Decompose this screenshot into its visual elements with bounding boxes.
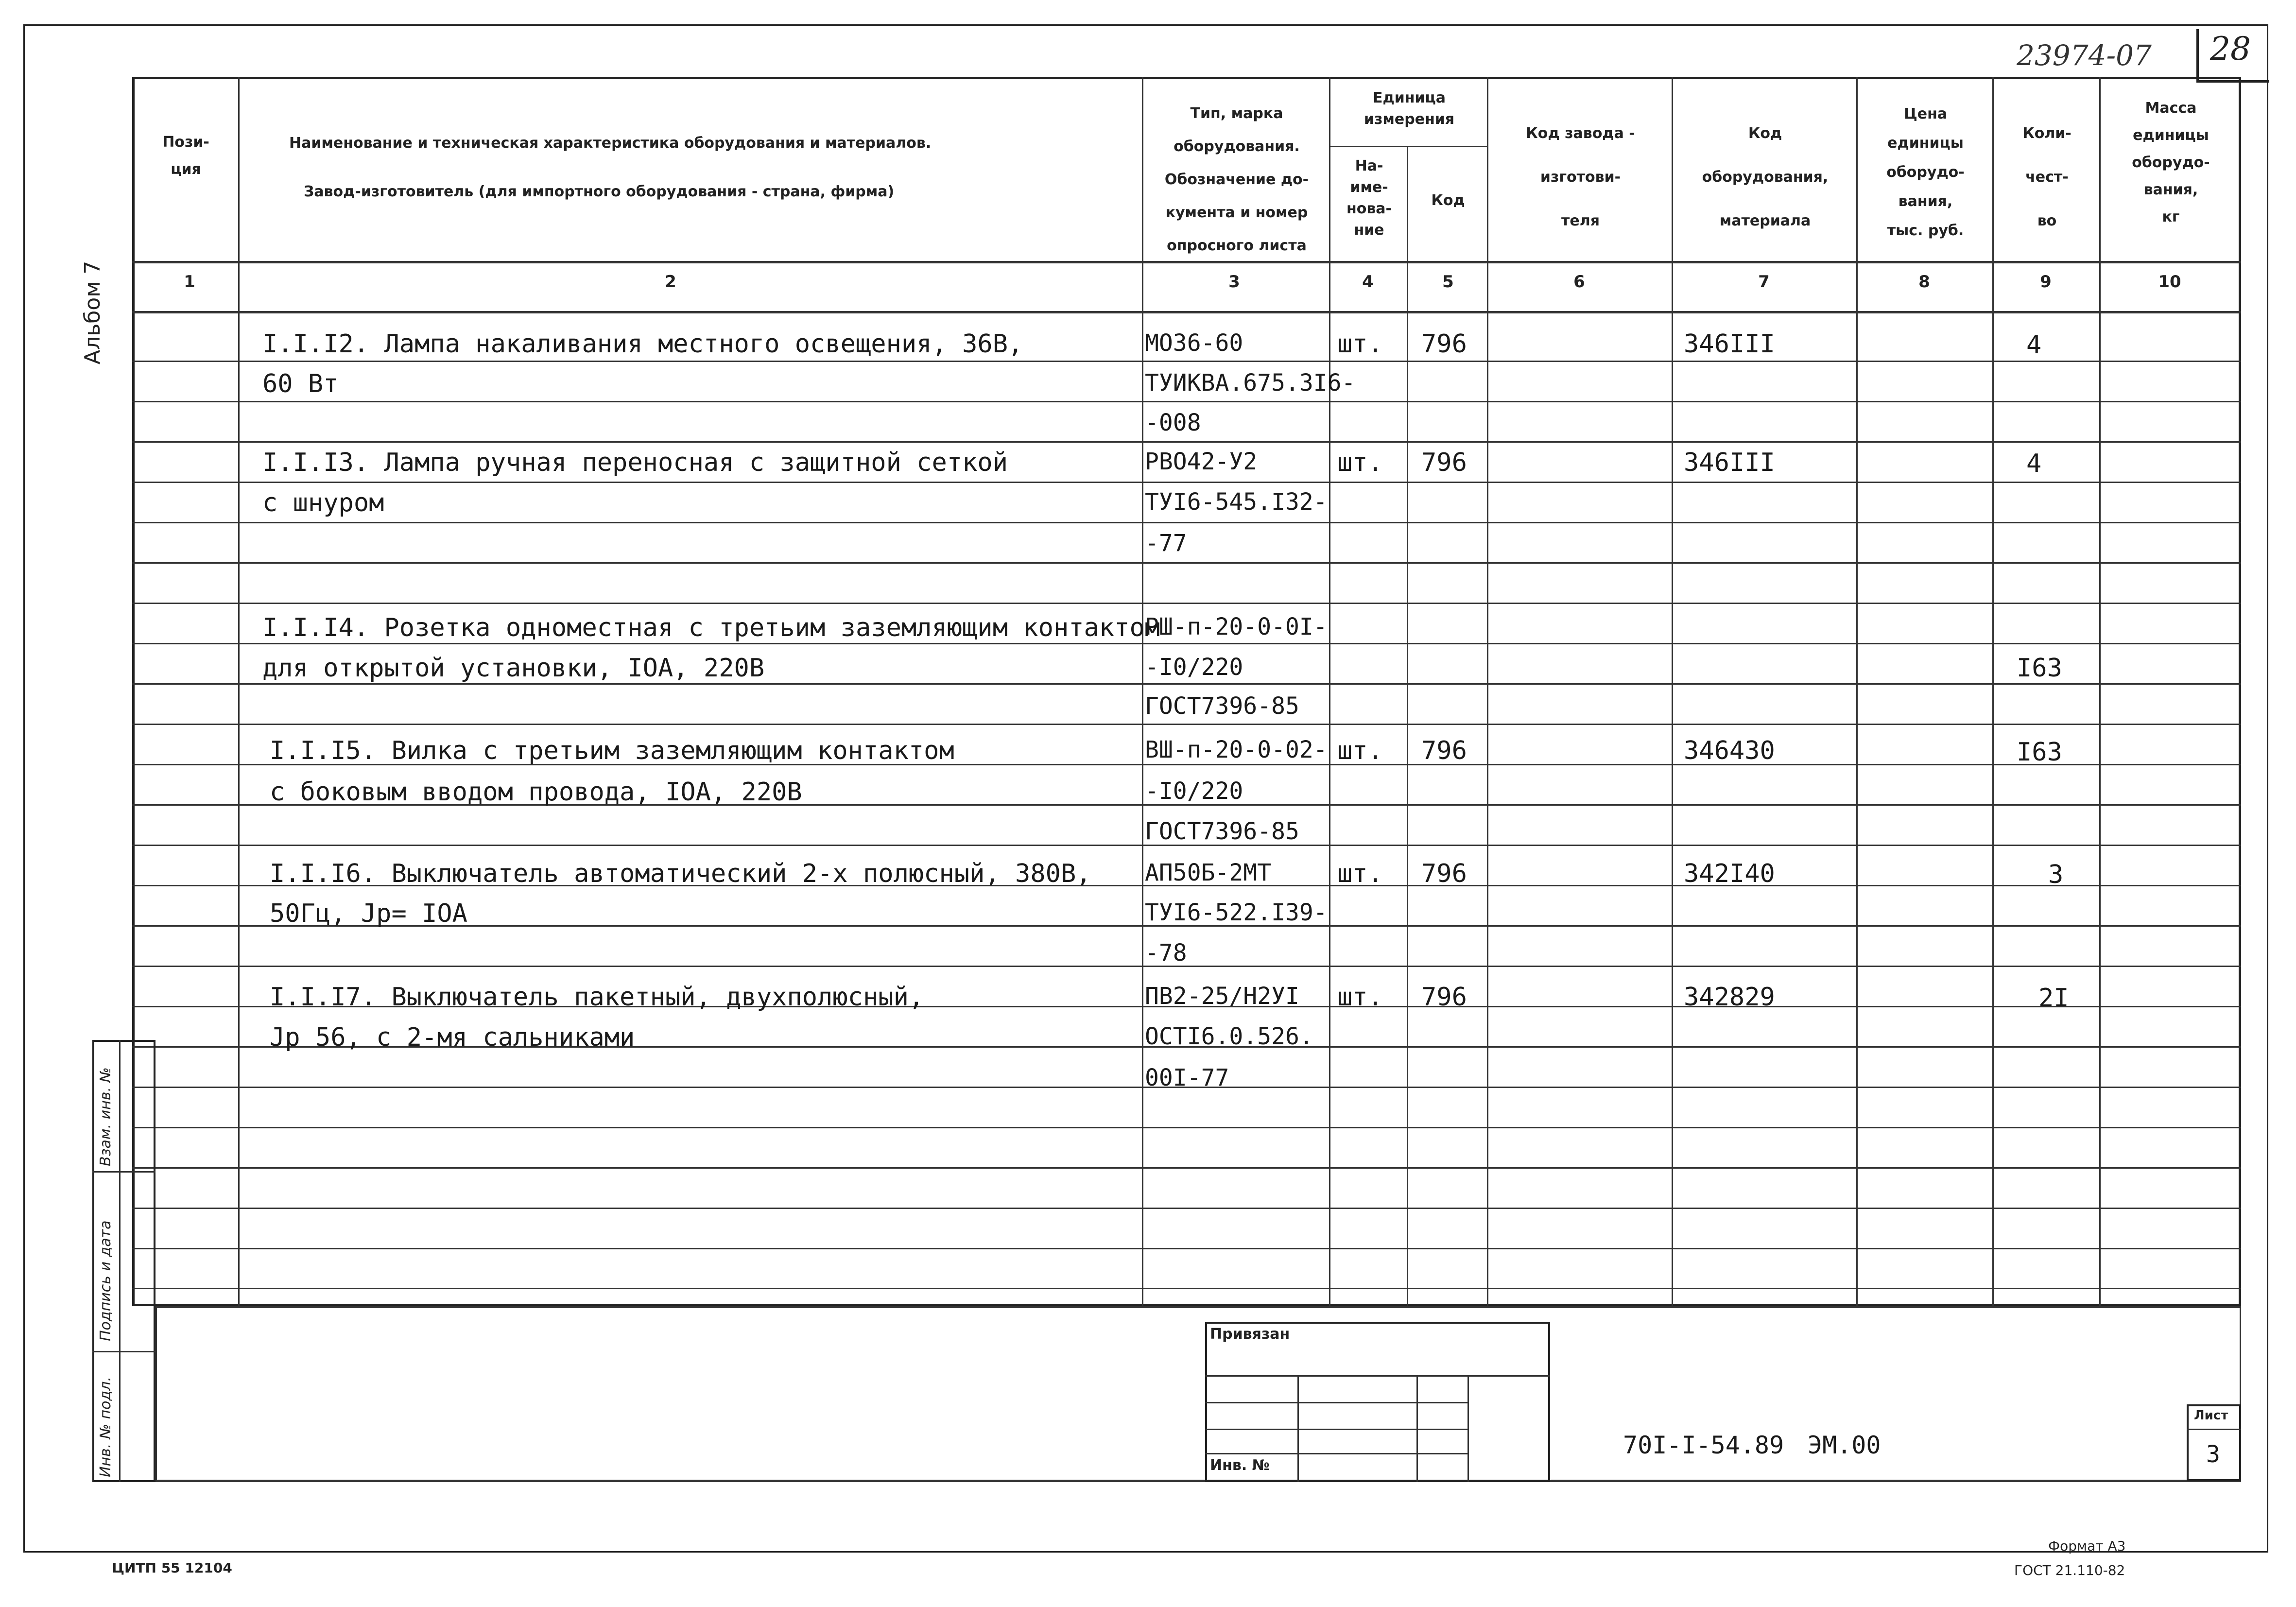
item-2-type-line1: РВО42-У2 [1145, 448, 1258, 475]
row-line [132, 361, 2241, 362]
item-1-type-line1: МО36-60 [1145, 329, 1243, 357]
inv-label: Инв. № [1210, 1457, 1270, 1474]
col-sep-1 [238, 77, 240, 1306]
attached-row-line [1205, 1402, 1467, 1403]
side-stamp-sep [92, 1351, 155, 1352]
item-6-unit-code: 796 [1421, 983, 1467, 1012]
header-type-line: опросного листа [1167, 237, 1307, 254]
colnum-bottom-line [132, 311, 2241, 313]
header-code-line: материала [1719, 212, 1811, 229]
item-1-unit: шт. [1337, 329, 1383, 359]
header-type-line: кумента и номер [1165, 204, 1308, 221]
col-sep-2 [1142, 77, 1143, 1306]
colnum-1: 1 [184, 272, 195, 292]
item-4-name-line1: I.I.I5. Вилка с третьим заземляющим контактом [270, 736, 954, 765]
colnum-10: 10 [2158, 272, 2181, 292]
header-unit-line: Единица [1373, 89, 1446, 106]
row-line [132, 1288, 2241, 1289]
header-unit-name-line: На- [1355, 157, 1383, 174]
attached-col-line [1467, 1375, 1469, 1482]
header-unit-name-line: ние [1354, 222, 1384, 239]
item-5-code: 342I40 [1684, 859, 1775, 888]
item-6-code: 342829 [1684, 983, 1775, 1012]
row-line [132, 482, 2241, 483]
row-line [132, 683, 2241, 685]
title-block-top [155, 1306, 2241, 1308]
item-4-qty: I63 [2017, 738, 2062, 767]
header-type-line: Обозначение до- [1164, 171, 1309, 188]
item-5-name-line2: 50Гц, Jр= IOA [270, 899, 467, 928]
header-maker-code [1489, 112, 1672, 243]
col-sep-8 [1992, 77, 1994, 1306]
item-6-unit: шт. [1337, 983, 1383, 1012]
item-1-name-line2: 60 Вт [262, 369, 339, 398]
doc-mark: ЭМ.00 [1808, 1431, 1881, 1459]
header-type-line: оборудования. [1174, 138, 1300, 155]
header-qty-line: во [2037, 212, 2057, 229]
col-sep-7 [1856, 77, 1858, 1306]
header-unit-name-line: нова- [1346, 200, 1392, 217]
item-3-type-line1: РШ-п-20-0-0I- [1145, 613, 1328, 640]
header-position-line: ция [171, 161, 201, 178]
item-6-type-line2: ОСТI6.0.526. [1145, 1023, 1313, 1050]
item-6-type-line3: 00I-77 [1145, 1064, 1229, 1091]
item-5-name-line1: I.I.I6. Выключатель автоматический 2-х полюсный, 380В, [270, 859, 1091, 888]
header-type [1144, 97, 1329, 262]
item-2-name-line1: I.I.I3. Лампа ручная переносная с защитной сеткой [262, 448, 1008, 477]
header-price-line: единицы [1887, 135, 1964, 152]
item-2-type-line2: ТУI6-545.I32- [1145, 488, 1328, 516]
colnum-4: 4 [1362, 272, 1374, 292]
attached-col-line [1416, 1375, 1418, 1482]
item-4-unit: шт. [1337, 736, 1383, 765]
item-5-unit: шт. [1337, 859, 1383, 888]
header-qty-line: Коли- [2022, 125, 2072, 142]
item-2-type-line3: -77 [1145, 530, 1187, 557]
item-3-type-line3: ГОСТ7396-85 [1145, 692, 1299, 720]
header-maker-code-line: теля [1561, 212, 1600, 229]
item-1-qty: 4 [2026, 330, 2042, 360]
header-mass [2102, 95, 2240, 231]
row-line [132, 1208, 2241, 1209]
item-2-name-line2: с шнуром [262, 488, 384, 518]
side-stamp-divider [119, 1040, 121, 1482]
header-mass-line: кг [2162, 208, 2180, 225]
unit-group-line [1329, 146, 1487, 147]
header-price-line: тыс. руб. [1887, 222, 1964, 239]
item-3-name-line1: I.I.I4. Розетка одноместная с третьим заземляющим контактом [262, 613, 1160, 642]
item-4-type-line3: ГОСТ7396-85 [1145, 818, 1299, 845]
col-sep-5 [1487, 77, 1488, 1306]
header-code [1674, 112, 1856, 243]
header-maker-code-line: Код завода - [1526, 125, 1635, 142]
header-price-line: оборудо- [1886, 164, 1965, 181]
side-stamp-replace-inv: Взам. инв. № [97, 1067, 114, 1166]
item-6-name-line2: Jр 56, с 2-мя сальниками [270, 1023, 635, 1052]
header-unit-line: измерения [1364, 111, 1455, 128]
row-line [132, 441, 2241, 443]
item-2-unit: шт. [1337, 448, 1383, 477]
item-6-name-line1: I.I.I7. Выключатель пакетный, двухполюсный, [270, 983, 924, 1012]
header-mass-line: оборудо- [2132, 154, 2210, 171]
header-mass-line: единицы [2133, 127, 2209, 144]
row-line [132, 562, 2241, 564]
sheet-label: Лист [2194, 1408, 2228, 1423]
header-unit-name [1331, 156, 1407, 241]
item-5-type-line2: ТУI6-522.I39- [1145, 899, 1328, 926]
item-4-unit-code: 796 [1421, 736, 1467, 765]
sheet-value: 3 [2206, 1441, 2220, 1468]
header-name-line: Завод-изготовитель (для импортного оборудования - страна, фирма) [304, 183, 895, 200]
item-3-qty: I63 [2017, 654, 2062, 683]
col-sep-3 [1329, 77, 1330, 1306]
header-position-line: Пози- [162, 134, 209, 151]
row-line [132, 724, 2241, 725]
row-line [132, 603, 2241, 604]
header-maker-code-line: изготови- [1540, 169, 1621, 186]
attached-label: Привязан [1210, 1326, 1290, 1343]
side-stamp-signature-date: Подпись и дата [97, 1220, 114, 1341]
header-type-line: Тип, марка [1190, 105, 1283, 122]
item-1-name-line1: I.I.I2. Лампа накаливания местного освещения, 36В, [262, 329, 1023, 359]
attached-row-line [1205, 1453, 1467, 1454]
sheet-number: 28 [2210, 30, 2251, 68]
item-4-name-line2: с боковым вводом провода, IOA, 220В [270, 778, 802, 807]
item-5-type-line1: АП50Б-2МТ [1145, 859, 1272, 886]
header-name-line: Наименование и техническая характеристика оборудования и материалов. [289, 135, 932, 152]
item-3-type-line2: -I0/220 [1145, 654, 1243, 681]
item-2-qty: 4 [2026, 449, 2042, 478]
title-block-bottom [155, 1480, 2241, 1482]
colnum-3: 3 [1228, 272, 1240, 292]
colnum-5: 5 [1442, 272, 1454, 292]
attached-col-line [1297, 1375, 1299, 1482]
colnum-6: 6 [1573, 272, 1585, 292]
title-block-left [155, 1306, 157, 1481]
footer-left: ЦИТП 55 12104 [112, 1560, 232, 1576]
header-unit-group [1331, 87, 1487, 130]
item-4-type-line1: ВШ-п-20-0-02- [1145, 736, 1328, 763]
album-label: Альбом 7 [80, 260, 105, 364]
item-6-qty: 2I [2038, 984, 2069, 1013]
header-price-line: вания, [1898, 193, 1953, 210]
header-name [241, 119, 1142, 216]
row-line [132, 1248, 2241, 1249]
item-2-code: 346III [1684, 448, 1775, 477]
sheet-box-sep [2187, 1429, 2241, 1430]
item-5-qty: 3 [2048, 860, 2064, 889]
footer-gost: ГОСТ 21.110-82 [2014, 1562, 2125, 1578]
side-stamp-sep [92, 1171, 155, 1173]
colnum-9: 9 [2040, 272, 2052, 292]
header-position [134, 129, 238, 183]
header-unit-code: Код [1431, 192, 1465, 209]
col-sep-9 [2099, 77, 2101, 1306]
col-sep-4 [1407, 146, 1408, 1306]
colnum-2: 2 [665, 272, 676, 292]
header-code-line: Код [1748, 125, 1782, 142]
header-qty-line: чест- [2025, 169, 2069, 186]
item-3-name-line2: для открытой установки, IOA, 220В [262, 654, 765, 683]
colnum-8: 8 [1918, 272, 1930, 292]
header-price-line: Цена [1903, 105, 1948, 122]
item-1-type-line3: -008 [1145, 409, 1201, 436]
attached-row-line [1205, 1375, 1550, 1377]
footer-format: Формат А3 [2048, 1538, 2126, 1554]
doc-code: 70I-I-54.89 [1623, 1431, 1784, 1459]
header-qty [1995, 112, 2099, 243]
item-5-type-line3: -78 [1145, 939, 1187, 967]
item-1-code: 346III [1684, 329, 1775, 359]
item-1-unit-code: 796 [1421, 329, 1467, 359]
row-line [132, 401, 2241, 402]
item-4-type-line2: -I0/220 [1145, 778, 1243, 805]
side-stamp-original-inv: Инв. № подл. [97, 1377, 114, 1477]
row-line [132, 1127, 2241, 1128]
item-6-type-line1: ПВ2-25/Н2УI [1145, 983, 1299, 1010]
row-line [132, 522, 2241, 523]
attached-row-line [1205, 1429, 1467, 1430]
row-line [132, 643, 2241, 644]
item-4-code: 346430 [1684, 736, 1775, 765]
header-code-line: оборудования, [1702, 169, 1829, 186]
item-5-unit-code: 796 [1421, 859, 1467, 888]
doc-ref: 23974-07 [2017, 39, 2152, 72]
item-2-unit-code: 796 [1421, 448, 1467, 477]
header-mass-line: вания, [2143, 181, 2198, 198]
col-sep-6 [1672, 77, 1673, 1306]
header-mass-line: Масса [2145, 100, 2197, 117]
header-price [1859, 100, 1992, 245]
row-line [132, 1167, 2241, 1169]
header-unit-name-line: име- [1350, 179, 1388, 196]
colnum-7: 7 [1758, 272, 1770, 292]
item-1-type-line2: ТУИКВА.675.3I6- [1145, 369, 1356, 397]
